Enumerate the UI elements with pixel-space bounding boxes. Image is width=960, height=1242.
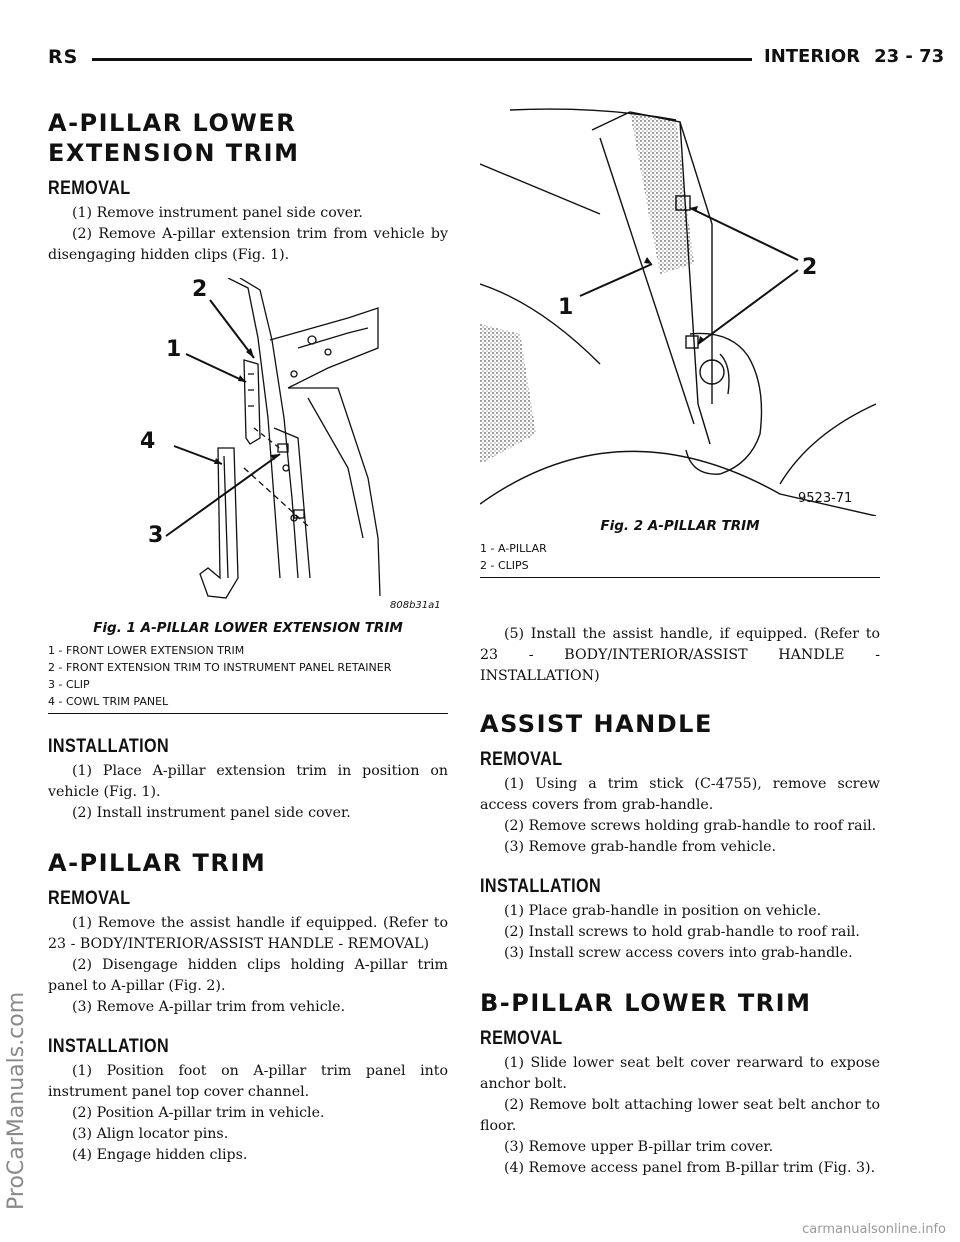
figure-1-rule (48, 713, 448, 714)
header-rule (92, 58, 752, 61)
subheading-installation: INSTALLATION (48, 736, 170, 757)
step-text: (1) Place grab-handle in position on vehicle. (504, 903, 822, 919)
header-page-number: 23 - 73 (874, 46, 945, 67)
header-section-page (764, 46, 944, 67)
step-text: (3) Remove upper B-pillar trim cover. (504, 1139, 774, 1155)
figure-1-callout: 4 (140, 429, 156, 454)
step-text: (2) Install instrument panel side cover. (72, 805, 351, 821)
step-text: (1) Using a trim stick (C-4755), remove screw access covers from grab-handle. (480, 776, 880, 813)
step-text: (4) Engage hidden clips. (72, 1147, 248, 1163)
figure-1-code: 808b31a1 (390, 600, 441, 611)
subheading-installation: INSTALLATION (48, 1036, 170, 1057)
step-text: (1) Remove instrument panel side cover. (72, 205, 363, 221)
figure-2-caption: Fig. 2 A-PILLAR TRIM (600, 518, 760, 534)
right-column (480, 104, 880, 1179)
figure-1-illustration (48, 278, 448, 618)
step-text: (3) Remove A-pillar trim from vehicle. (72, 999, 346, 1015)
step-text: (3) Install screw access covers into grab-handle. (504, 945, 853, 961)
figure-2-callout: 2 (802, 255, 818, 280)
left-column (48, 108, 448, 1166)
figure-2-code: 9523-71 (798, 491, 853, 506)
figure-1-legend-item: 4 - COWL TRIM PANEL (48, 695, 169, 708)
header-model-code: RS (48, 46, 79, 68)
figure-1-legend-item: 1 - FRONT LOWER EXTENSION TRIM (48, 644, 245, 657)
figure-2-illustration (480, 104, 876, 516)
figure-1-legend-item: 2 - FRONT EXTENSION TRIM TO INSTRUMENT PANEL RETAINER (48, 661, 392, 674)
step-text: (3) Align locator pins. (72, 1126, 229, 1142)
step-text: (1) Slide lower seat belt cover rearward to expose anchor bolt. (480, 1055, 880, 1092)
figure-1 (48, 278, 448, 714)
step-text: (2) Remove screws holding grab-handle to roof rail. (504, 818, 877, 834)
step-text: (2) Remove bolt attaching lower seat belt anchor to floor. (480, 1097, 880, 1134)
page-header (48, 44, 945, 72)
step-text: (2) Install screws to hold grab-handle to roof rail. (504, 924, 860, 940)
step-text: (3) Remove grab-handle from vehicle. (504, 839, 777, 855)
figure-2 (480, 104, 880, 578)
section-title-b-pillar-lower-trim: B-PILLAR LOWER TRIM (480, 989, 812, 1017)
step-text: (5) Install the assist handle, if equipped. (Refer to 23 - BODY/INTERIOR/ASSIST HANDLE - INSTALLATION) (480, 626, 880, 684)
subheading-removal: REMOVAL (48, 888, 131, 909)
section-title-a-pillar-trim: A-PILLAR TRIM (48, 849, 267, 877)
subheading-removal: REMOVAL (480, 749, 563, 770)
section-title-a-pillar-lower-extension-trim: A-PILLAR LOWER EXTENSION TRIM (48, 109, 300, 167)
figure-2-callout: 1 (558, 295, 574, 320)
step-text: (4) Remove access panel from B-pillar trim (Fig. 3). (504, 1160, 876, 1176)
subheading-installation: INSTALLATION (480, 876, 602, 897)
footer-watermark: carmanualsonline.info (802, 1222, 946, 1237)
step-text: (1) Remove the assist handle if equipped. (Refer to 23 - BODY/INTERIOR/ASSIST HANDLE - REMOVAL) (48, 915, 448, 952)
step-text: (1) Position foot on A-pillar trim panel into instrument panel top cover channel. (48, 1063, 448, 1100)
figure-1-caption: Fig. 1 A-PILLAR LOWER EXTENSION TRIM (93, 620, 403, 636)
step-text: (2) Remove A-pillar extension trim from vehicle by disengaging hidden clips (Fig. 1). (48, 226, 448, 263)
section-title-assist-handle: ASSIST HANDLE (480, 710, 713, 738)
figure-2-legend-item: 1 - A-PILLAR (480, 542, 547, 555)
subheading-removal: REMOVAL (48, 178, 131, 199)
subheading-removal: REMOVAL (480, 1028, 563, 1049)
figure-2-legend-item: 2 - CLIPS (480, 559, 529, 572)
step-text: (2) Disengage hidden clips holding A-pillar trim panel to A-pillar (Fig. 2). (48, 957, 448, 994)
side-watermark: ProCarManuals.com (4, 991, 29, 1210)
step-text: (1) Place A-pillar extension trim in position on vehicle (Fig. 1). (48, 763, 448, 800)
figure-1-callout: 3 (148, 523, 164, 548)
figure-1-callout: 1 (166, 337, 182, 362)
step-text: (2) Position A-pillar trim in vehicle. (72, 1105, 325, 1121)
figure-1-legend-item: 3 - CLIP (48, 678, 90, 691)
figure-2-rule (480, 577, 880, 578)
header-section: INTERIOR (764, 46, 861, 67)
figure-1-callout: 2 (192, 278, 208, 302)
